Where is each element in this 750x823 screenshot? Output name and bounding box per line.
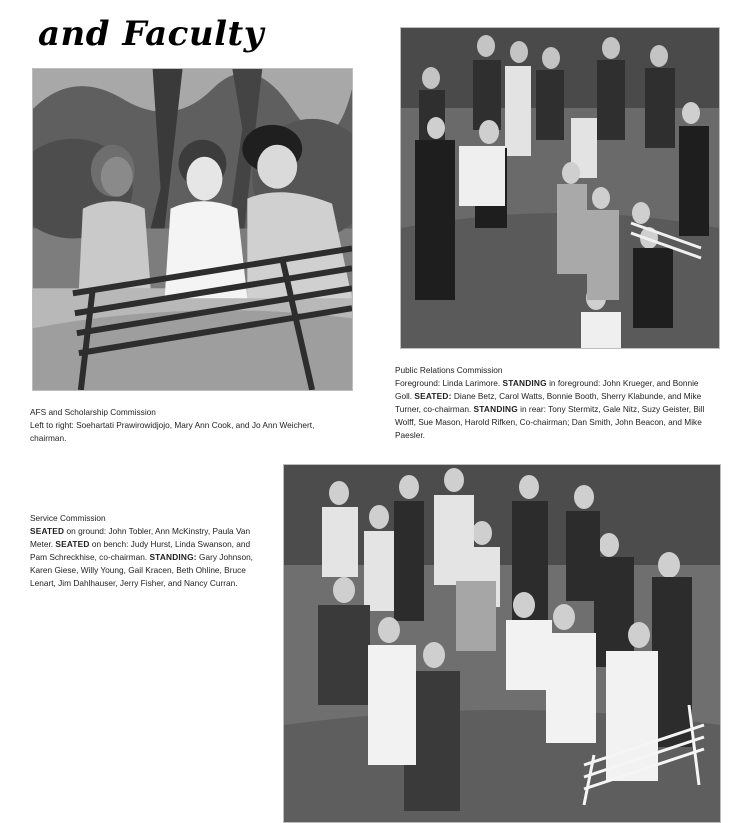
service-segment-bold: SEATED	[30, 526, 65, 536]
pr-commission-photo	[400, 27, 720, 349]
service-photo-illustration	[284, 465, 720, 822]
pr-segment-bold: STANDING	[473, 404, 518, 414]
page-headline: and Faculty	[38, 14, 264, 54]
service-segment-bold: STANDING:	[149, 552, 197, 562]
afs-commission-caption	[30, 406, 352, 445]
service-segment: on bench: Judy Hurst, Linda Swanson, and Pam Schreckhise, co-chairman.	[30, 539, 251, 562]
afs-photo-illustration	[33, 69, 352, 390]
afs-commission-photo	[32, 68, 353, 391]
pr-commission-title: Public Relations Commission	[395, 365, 503, 375]
service-segment-bold: SEATED	[55, 539, 90, 549]
service-commission-names	[30, 525, 266, 590]
pr-segment-bold: STANDING	[502, 378, 547, 388]
service-segment: on ground: John Tobler, Ann McKinstry, Paula Van Meter.	[30, 526, 251, 549]
afs-commission-title: AFS and Scholarship Commission	[30, 407, 156, 417]
pr-commission-caption	[395, 364, 717, 442]
service-segment: Gary Johnson, Karen Giese, Willy Young, Gail Kracen, Beth Ohline, Bruce Lenart, Jim Dahlhauser, Jerry Fisher, and Nancy Curran.	[30, 552, 253, 588]
service-commission-caption	[30, 512, 266, 590]
pr-segment: in foreground: John Krueger, and Bonnie Goll.	[395, 378, 699, 401]
pr-photo-illustration	[401, 28, 719, 348]
afs-commission-names: Left to right: Soehartati Prawirowidjojo, Mary Ann Cook, and Jo Ann Weichert, chairman.	[30, 420, 315, 443]
service-commission-photo	[283, 464, 721, 823]
pr-segment: Diane Betz, Carol Watts, Bonnie Booth, Sherry Klabunde, and Mike Turner, co-chairman.	[395, 391, 702, 414]
service-commission-title: Service Commission	[30, 513, 106, 523]
pr-commission-names	[395, 377, 717, 442]
pr-segment-bold: SEATED:	[414, 391, 452, 401]
pr-segment: in rear: Tony Stermitz, Gale Nitz, Suzy Geister, Bill Wolff, Sue Mason, Harold Rifken, Co-chairman; Dan Smith, John Beacon, and Mike Paesler.	[395, 404, 705, 440]
pr-segment: Foreground: Linda Larimore.	[395, 378, 503, 388]
